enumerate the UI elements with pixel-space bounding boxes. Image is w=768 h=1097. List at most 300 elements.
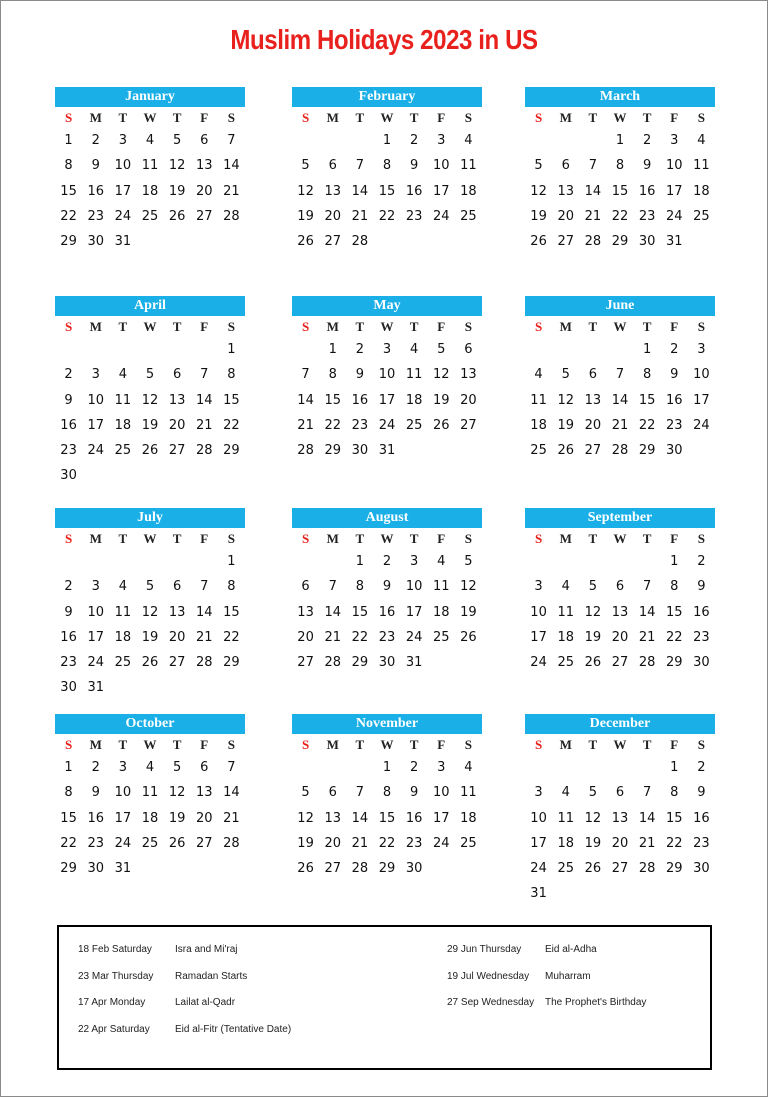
- day-cell: 16: [638, 183, 656, 199]
- day-cell: 29: [378, 861, 396, 877]
- day-cell: 13: [460, 367, 477, 383]
- day-cell: 28: [223, 208, 240, 224]
- empty-day-cell: [525, 337, 552, 362]
- weekday-header: T: [118, 319, 128, 334]
- month-grid: [292, 107, 482, 254]
- weekday-header: T: [588, 319, 598, 334]
- weekday-header: F: [437, 531, 446, 546]
- day-cell: 23: [60, 655, 77, 671]
- day-cell: 11: [114, 604, 132, 620]
- weekday-header: T: [172, 531, 182, 546]
- day-cell: 22: [638, 417, 656, 433]
- day-cell: 16: [666, 392, 683, 408]
- day-cell: 8: [670, 579, 679, 595]
- empty-day-cell: [164, 549, 191, 574]
- day-cell: 6: [200, 760, 209, 775]
- day-cell: 13: [196, 158, 213, 174]
- day-cell: 12: [433, 367, 450, 383]
- day-cell: 11: [141, 158, 159, 174]
- day-cell: 23: [351, 417, 369, 433]
- day-cell: 3: [118, 760, 127, 775]
- day-cell: 1: [227, 342, 236, 357]
- weekday-header: M: [89, 110, 102, 125]
- day-cell: 30: [351, 443, 369, 459]
- day-cell: 10: [530, 810, 547, 826]
- month-grid: [292, 734, 482, 881]
- day-cell: 20: [168, 417, 186, 433]
- day-cell: 30: [693, 655, 710, 671]
- holiday-name: Eid al-Adha: [545, 944, 597, 955]
- day-cell: 29: [324, 443, 341, 459]
- month-april: [55, 296, 245, 489]
- day-cell: 10: [378, 367, 396, 383]
- day-cell: 21: [196, 629, 213, 645]
- day-cell: 22: [611, 208, 629, 224]
- day-cell: 22: [351, 629, 369, 645]
- day-cell: 17: [87, 629, 104, 645]
- day-cell: 6: [172, 367, 182, 383]
- day-cell: 10: [405, 579, 423, 595]
- day-cell: 18: [405, 392, 423, 408]
- day-cell: 19: [433, 392, 450, 408]
- weekday-header: T: [118, 737, 128, 752]
- day-cell: 14: [324, 604, 341, 620]
- day-cell: 12: [557, 392, 574, 408]
- day-cell: 27: [196, 835, 213, 851]
- day-cell: 18: [693, 183, 710, 199]
- day-cell: 16: [60, 417, 77, 433]
- empty-day-cell: [579, 755, 606, 780]
- day-cell: 24: [666, 208, 683, 224]
- day-cell: 22: [378, 835, 396, 851]
- day-cell: 5: [464, 554, 473, 569]
- day-cell: 7: [355, 158, 364, 174]
- day-cell: 15: [223, 604, 240, 620]
- weekday-header: T: [409, 319, 419, 334]
- day-cell: 17: [666, 183, 683, 199]
- day-cell: 22: [223, 629, 240, 645]
- weekday-header: W: [613, 110, 627, 125]
- empty-day-cell: [552, 337, 579, 362]
- weekday-header: M: [559, 110, 572, 125]
- day-cell: 23: [638, 208, 656, 224]
- day-cell: 27: [611, 861, 629, 877]
- day-cell: 16: [378, 604, 396, 620]
- day-cell: 18: [141, 183, 159, 199]
- day-cell: 6: [588, 367, 597, 383]
- day-cell: 13: [324, 183, 341, 199]
- month-grid: [55, 316, 245, 489]
- month-may: [292, 296, 482, 463]
- month-november: [292, 714, 482, 881]
- day-cell: 17: [87, 417, 104, 433]
- day-cell: 22: [666, 629, 683, 645]
- day-cell: 13: [168, 392, 186, 408]
- day-cell: 2: [642, 133, 652, 148]
- day-cell: 25: [460, 208, 477, 224]
- weekday-header: W: [613, 737, 627, 752]
- weekday-header: W: [143, 110, 157, 125]
- holiday-date: 23 Mar Thursday: [78, 970, 154, 982]
- day-cell: 5: [588, 579, 597, 595]
- day-cell: 3: [534, 579, 543, 595]
- day-cell: 29: [351, 655, 369, 671]
- empty-day-cell: [292, 755, 319, 780]
- day-cell: 8: [642, 367, 652, 383]
- day-cell: 17: [530, 835, 547, 851]
- month-grid: [292, 528, 482, 675]
- day-cell: 11: [530, 392, 547, 408]
- weekday-header: T: [118, 531, 128, 546]
- day-cell: 21: [351, 208, 369, 224]
- day-cell: 9: [91, 158, 100, 174]
- day-cell: 11: [460, 785, 477, 801]
- day-cell: 21: [638, 835, 656, 851]
- day-cell: 26: [530, 234, 547, 250]
- day-cell: 5: [588, 785, 597, 801]
- weekday-header: W: [143, 531, 157, 546]
- day-cell: 11: [114, 392, 132, 408]
- day-cell: 20: [557, 208, 574, 224]
- day-cell: 21: [196, 417, 213, 433]
- day-cell: 31: [378, 443, 396, 459]
- month-header: October: [55, 714, 245, 734]
- weekday-header: T: [588, 110, 598, 125]
- empty-day-cell: [136, 337, 163, 362]
- day-cell: 21: [297, 417, 314, 433]
- empty-day-cell: [634, 549, 661, 574]
- month-header: September: [525, 508, 715, 528]
- day-cell: 15: [378, 183, 396, 199]
- day-cell: 24: [87, 655, 104, 671]
- month-header: June: [525, 296, 715, 316]
- empty-day-cell: [634, 755, 661, 780]
- weekday-header: S: [534, 737, 543, 752]
- month-grid: [55, 528, 245, 701]
- holiday-name: Eid al-Fitr (Tentative Date): [175, 1023, 292, 1035]
- month-header: May: [292, 296, 482, 316]
- weekday-header: F: [670, 110, 679, 125]
- day-cell: 10: [87, 604, 104, 620]
- day-cell: 15: [223, 392, 240, 408]
- weekday-header: M: [89, 737, 102, 752]
- day-cell: 4: [437, 554, 446, 569]
- month-header: March: [525, 87, 715, 107]
- day-cell: 14: [351, 183, 369, 199]
- holiday-name: Isra and Mi'raj: [175, 944, 238, 955]
- day-cell: 4: [561, 785, 570, 801]
- day-cell: 12: [141, 392, 159, 408]
- weekday-header: S: [464, 737, 473, 752]
- day-cell: 9: [64, 392, 73, 408]
- weekday-header: T: [355, 319, 365, 334]
- day-cell: 25: [530, 443, 547, 459]
- day-cell: 13: [611, 810, 629, 826]
- day-cell: 4: [464, 133, 473, 148]
- day-cell: 13: [557, 183, 574, 199]
- day-cell: 18: [460, 810, 477, 826]
- empty-day-cell: [55, 337, 82, 362]
- weekday-header: T: [588, 737, 598, 752]
- day-cell: 8: [64, 785, 73, 801]
- empty-day-cell: [109, 549, 136, 574]
- day-cell: 23: [693, 629, 710, 645]
- day-cell: 5: [145, 367, 155, 383]
- month-december: [525, 714, 715, 907]
- empty-day-cell: [292, 128, 319, 153]
- day-cell: 7: [200, 579, 209, 595]
- day-cell: 5: [561, 367, 570, 383]
- day-cell: 18: [530, 417, 547, 433]
- weekday-header: M: [89, 319, 102, 334]
- day-cell: 15: [60, 810, 77, 826]
- weekday-header: S: [301, 531, 310, 546]
- day-cell: 19: [141, 629, 159, 645]
- day-cell: 4: [145, 760, 155, 775]
- day-cell: 26: [584, 861, 602, 877]
- weekday-header: W: [380, 110, 394, 125]
- month-grid: [55, 107, 245, 254]
- day-cell: 12: [297, 810, 314, 826]
- day-cell: 7: [355, 785, 364, 801]
- day-cell: 15: [378, 810, 396, 826]
- day-cell: 26: [297, 861, 314, 877]
- weekday-header: F: [670, 531, 679, 546]
- day-cell: 1: [64, 760, 73, 775]
- day-cell: 25: [557, 655, 574, 671]
- day-cell: 12: [168, 785, 186, 801]
- day-cell: 19: [168, 810, 186, 826]
- day-cell: 2: [91, 133, 100, 148]
- day-cell: 31: [87, 680, 104, 696]
- day-cell: 19: [141, 417, 159, 433]
- day-cell: 27: [584, 443, 602, 459]
- day-cell: 27: [168, 655, 186, 671]
- day-cell: 2: [409, 133, 419, 148]
- day-cell: 30: [87, 861, 104, 877]
- weekday-header: M: [326, 531, 339, 546]
- day-cell: 3: [409, 554, 419, 569]
- empty-day-cell: [525, 128, 552, 153]
- weekday-header: M: [89, 531, 102, 546]
- day-cell: 1: [328, 342, 337, 357]
- empty-day-cell: [579, 128, 606, 153]
- day-cell: 4: [697, 133, 706, 148]
- weekday-header: W: [380, 737, 394, 752]
- month-header: January: [55, 87, 245, 107]
- weekday-header: T: [172, 110, 182, 125]
- day-cell: 30: [405, 861, 423, 877]
- day-cell: 6: [561, 158, 570, 174]
- day-cell: 8: [227, 579, 236, 595]
- day-cell: 20: [460, 392, 477, 408]
- day-cell: 6: [328, 158, 337, 174]
- day-cell: 25: [433, 629, 450, 645]
- page-title: Muslim Holidays 2023 in US: [230, 24, 538, 55]
- day-cell: 3: [437, 760, 446, 775]
- empty-day-cell: [319, 128, 346, 153]
- weekday-header: S: [301, 737, 310, 752]
- day-cell: 1: [382, 133, 392, 148]
- day-cell: 27: [611, 655, 629, 671]
- day-cell: 7: [227, 760, 236, 775]
- day-cell: 24: [378, 417, 396, 433]
- day-cell: 15: [324, 392, 341, 408]
- day-cell: 28: [297, 443, 314, 459]
- weekday-header: S: [227, 737, 236, 752]
- month-october: [55, 714, 245, 881]
- day-cell: 2: [382, 554, 392, 569]
- day-cell: 10: [87, 392, 104, 408]
- day-cell: 31: [114, 861, 132, 877]
- day-cell: 26: [584, 655, 602, 671]
- month-header: April: [55, 296, 245, 316]
- empty-day-cell: [525, 755, 552, 780]
- day-cell: 26: [141, 443, 159, 459]
- day-cell: 28: [196, 443, 213, 459]
- day-cell: 17: [693, 392, 710, 408]
- month-grid: [292, 316, 482, 463]
- day-cell: 20: [584, 417, 602, 433]
- holiday-date: 27 Sep Wednesday: [447, 997, 535, 1008]
- weekday-header: W: [143, 319, 157, 334]
- day-cell: 12: [141, 604, 159, 620]
- weekday-header: T: [642, 531, 652, 546]
- day-cell: 11: [693, 158, 710, 174]
- day-cell: 8: [355, 579, 364, 595]
- weekday-header: S: [534, 110, 543, 125]
- day-cell: 29: [666, 861, 683, 877]
- month-january: [55, 87, 245, 254]
- day-cell: 28: [196, 655, 213, 671]
- weekday-header: S: [227, 531, 236, 546]
- empty-day-cell: [606, 549, 633, 574]
- month-grid: [55, 734, 245, 881]
- day-cell: 3: [534, 785, 543, 801]
- month-june: [525, 296, 715, 463]
- holiday-date: 17 Apr Monday: [78, 997, 146, 1008]
- weekday-header: F: [670, 737, 679, 752]
- day-cell: 26: [168, 208, 186, 224]
- day-cell: 12: [584, 810, 602, 826]
- day-cell: 7: [200, 367, 209, 383]
- month-august: [292, 508, 482, 675]
- day-cell: 30: [60, 468, 77, 484]
- day-cell: 27: [324, 234, 341, 250]
- day-cell: 17: [405, 604, 423, 620]
- day-cell: 15: [666, 604, 683, 620]
- day-cell: 22: [324, 417, 341, 433]
- day-cell: 9: [697, 579, 706, 595]
- day-cell: 17: [378, 392, 396, 408]
- empty-day-cell: [346, 128, 373, 153]
- day-cell: 4: [464, 760, 473, 775]
- day-cell: 10: [693, 367, 710, 383]
- day-cell: 18: [460, 183, 477, 199]
- day-cell: 14: [351, 810, 369, 826]
- day-cell: 20: [611, 835, 629, 851]
- day-cell: 19: [584, 629, 602, 645]
- weekday-header: S: [64, 737, 73, 752]
- empty-day-cell: [579, 549, 606, 574]
- day-cell: 25: [405, 417, 423, 433]
- day-cell: 31: [666, 234, 683, 250]
- day-cell: 29: [666, 655, 683, 671]
- holiday-date: 18 Feb Saturday: [78, 944, 152, 955]
- day-cell: 28: [223, 835, 240, 851]
- day-cell: 16: [693, 604, 710, 620]
- day-cell: 2: [64, 579, 73, 595]
- day-cell: 28: [351, 234, 369, 250]
- day-cell: 20: [297, 629, 314, 645]
- day-cell: 25: [693, 208, 710, 224]
- empty-day-cell: [292, 337, 319, 362]
- day-cell: 17: [114, 810, 132, 826]
- empty-day-cell: [525, 549, 552, 574]
- day-cell: 9: [670, 367, 679, 383]
- weekday-header: S: [697, 531, 706, 546]
- day-cell: 2: [355, 342, 364, 357]
- day-cell: 21: [223, 810, 240, 826]
- day-cell: 20: [324, 208, 341, 224]
- day-cell: 6: [328, 785, 337, 801]
- weekday-header: M: [559, 319, 572, 334]
- day-cell: 14: [638, 604, 656, 620]
- day-cell: 23: [666, 417, 683, 433]
- day-cell: 11: [141, 785, 159, 801]
- day-cell: 5: [301, 158, 310, 174]
- day-cell: 1: [355, 554, 364, 569]
- day-cell: 16: [60, 629, 77, 645]
- day-cell: 30: [87, 234, 104, 250]
- day-cell: 21: [584, 208, 602, 224]
- day-cell: 25: [557, 861, 574, 877]
- empty-day-cell: [55, 549, 82, 574]
- day-cell: 31: [530, 886, 547, 902]
- weekday-header: T: [355, 531, 365, 546]
- weekday-header: S: [227, 110, 236, 125]
- day-cell: 25: [141, 208, 159, 224]
- day-cell: 4: [118, 367, 127, 383]
- day-cell: 16: [351, 392, 369, 408]
- day-cell: 18: [557, 629, 574, 645]
- day-cell: 20: [196, 810, 213, 826]
- day-cell: 24: [433, 835, 450, 851]
- day-cell: 10: [530, 604, 547, 620]
- day-cell: 17: [530, 629, 547, 645]
- weekday-header: S: [301, 110, 310, 125]
- day-cell: 2: [697, 760, 706, 775]
- day-cell: 19: [168, 183, 186, 199]
- day-cell: 16: [405, 183, 423, 199]
- day-cell: 7: [615, 367, 625, 383]
- day-cell: 6: [615, 579, 625, 595]
- day-cell: 27: [557, 234, 574, 250]
- weekday-header: T: [409, 737, 419, 752]
- day-cell: 13: [168, 604, 186, 620]
- day-cell: 18: [433, 604, 450, 620]
- day-cell: 21: [223, 183, 240, 199]
- day-cell: 4: [118, 579, 127, 595]
- day-cell: 10: [433, 158, 450, 174]
- day-cell: 27: [324, 861, 341, 877]
- day-cell: 18: [114, 629, 132, 645]
- day-cell: 7: [588, 158, 597, 174]
- day-cell: 1: [670, 554, 679, 569]
- day-cell: 6: [200, 133, 209, 148]
- day-cell: 23: [405, 208, 423, 224]
- weekday-header: T: [355, 110, 365, 125]
